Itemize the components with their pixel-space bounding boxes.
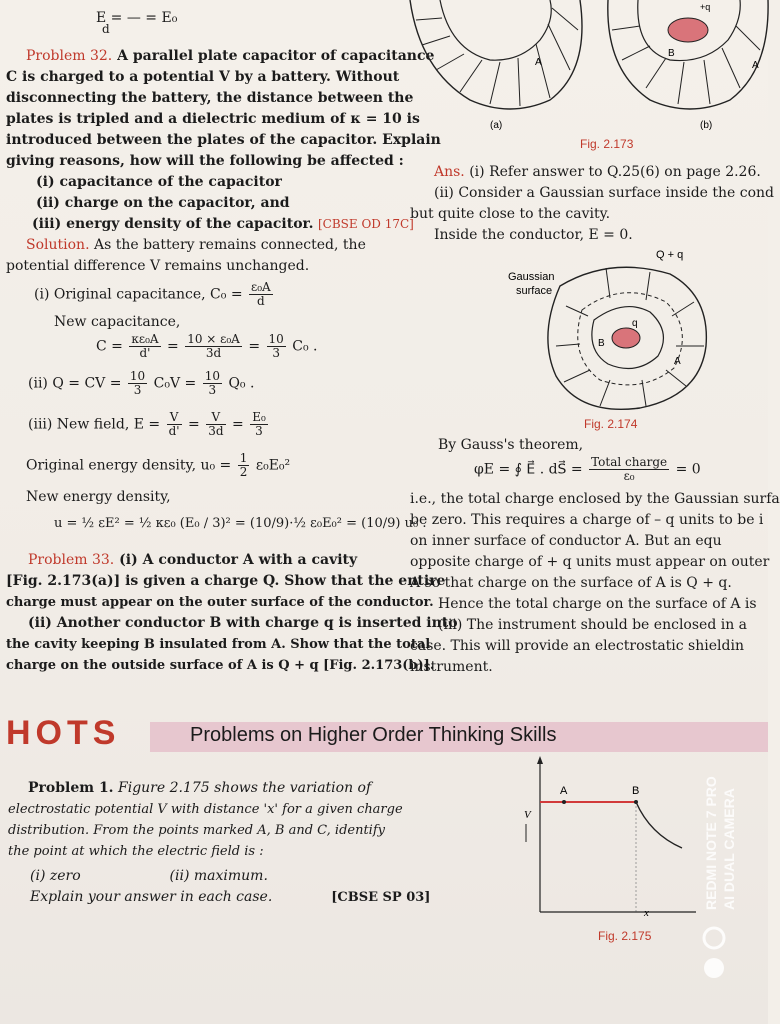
orig-energy-tail: ε₀E₀² bbox=[255, 457, 291, 474]
figure-2-173 bbox=[410, 0, 768, 150]
orig-energy-fn: 1 bbox=[239, 451, 248, 465]
q-label: (ii) Q = CV = bbox=[28, 375, 122, 392]
q-f2d: 3 bbox=[208, 383, 217, 397]
field-label: (iii) New field, E = bbox=[28, 416, 161, 433]
fig175-label-x: x bbox=[644, 907, 649, 919]
gauss-eq-lhs: φE = ∮ E⃗ . dS⃗ = bbox=[474, 461, 583, 478]
p32-line3: disconnecting the battery, the distance between the bbox=[6, 90, 414, 106]
new-cap-frac2 bbox=[185, 333, 242, 360]
fig173-a-hatch bbox=[416, 8, 578, 106]
figure-2-175 bbox=[510, 752, 700, 952]
p1-line5 bbox=[8, 887, 431, 908]
gauss-p8: case. This will provide an electrostatic shieldin bbox=[410, 638, 744, 654]
watermark-line2: AI DUAL CAMERA bbox=[721, 788, 737, 910]
sol-text1: As the battery remains connected, the bbox=[93, 237, 366, 253]
new-cap-lhs: C = bbox=[96, 338, 123, 355]
p1-line2: electrostatic potential V with distance 'x' for a given charge bbox=[8, 802, 403, 817]
camera-watermark bbox=[700, 720, 760, 1010]
p33-line3: charge must appear on the outer surface of the conductor. bbox=[6, 595, 434, 610]
p32-line1 bbox=[6, 46, 435, 67]
gauss-line1: By Gauss's theorem, bbox=[438, 437, 584, 453]
q-f1n: 10 bbox=[129, 369, 146, 383]
gauss-eq-frac bbox=[589, 456, 669, 483]
p32-label: Problem 32. bbox=[26, 48, 113, 64]
orig-cap-frac bbox=[249, 281, 273, 308]
q-tail: Q₀ . bbox=[228, 375, 255, 392]
field-frac2 bbox=[206, 411, 225, 438]
gauss-p1: i.e., the total charge enclosed by the Gaussian surfa bbox=[410, 491, 780, 507]
ans-label: Ans. bbox=[434, 164, 465, 180]
p33-label: Problem 33. bbox=[28, 552, 115, 568]
fig174-label-b: B bbox=[598, 338, 605, 349]
new-cap-label: New capacitance, bbox=[54, 314, 181, 330]
fig173-conductor-b bbox=[668, 18, 708, 42]
problem-32 bbox=[6, 46, 441, 235]
p33-line1 bbox=[6, 550, 404, 571]
ans-line2: (ii) Consider a Gaussian surface inside the cond bbox=[434, 185, 775, 201]
fig175-curve bbox=[636, 802, 682, 848]
ans-line1 bbox=[410, 162, 768, 183]
fig174-label-a: A bbox=[674, 356, 681, 367]
sol-line1 bbox=[6, 235, 404, 256]
ans-line3: but quite close to the cavity. bbox=[410, 206, 611, 222]
q-frac1 bbox=[128, 370, 147, 397]
orig-capacitance bbox=[6, 281, 404, 308]
new-cap-f1d: d' bbox=[139, 346, 151, 360]
new-cap-tail: C₀ . bbox=[292, 338, 318, 355]
orig-cap-label: (i) Original capacitance, C₀ = bbox=[34, 286, 243, 303]
new-cap-frac3 bbox=[267, 333, 286, 360]
gauss-equation bbox=[410, 456, 768, 483]
watermark-ring-icon bbox=[704, 928, 724, 948]
new-cap-f1n: κε₀A bbox=[131, 332, 159, 346]
p32-text1: A parallel plate capacitor of capacitance bbox=[117, 48, 435, 64]
field-f1n: V bbox=[167, 411, 182, 425]
fig173-sub-a: (a) bbox=[490, 120, 503, 131]
sol-line2: potential difference V remains unchanged. bbox=[6, 258, 310, 274]
gauss-p9: instrument. bbox=[410, 659, 493, 675]
gauss-p6: Hence the total charge on the surface of A is bbox=[438, 596, 757, 612]
p32-ref: [CBSE OD 17C] bbox=[317, 217, 414, 231]
p1-line5-text: Explain your answer in each case. bbox=[30, 889, 273, 905]
field-eq1: = bbox=[188, 416, 200, 433]
sol-label: Solution. bbox=[26, 237, 90, 253]
p32-item-ii: (ii) charge on the capacitor, and bbox=[36, 195, 290, 211]
p32-line5: introduced between the plates of the capacitor. Explain bbox=[6, 132, 441, 148]
ans-line4: Inside the conductor, E = 0. bbox=[434, 227, 633, 243]
p1-items bbox=[8, 866, 408, 887]
hots-title: Problems on Higher Order Thinking Skills bbox=[190, 724, 557, 746]
charge-equation bbox=[6, 370, 404, 397]
ans-text1: (i) Refer answer to Q.25(6) on page 2.26. bbox=[469, 164, 761, 180]
orig-energy-label: Original energy density, u₀ = bbox=[26, 457, 232, 474]
right-column bbox=[410, 0, 780, 678]
gauss-p5: A so that charge on the surface of A is Q + q. bbox=[410, 575, 732, 591]
watermark-line1: REDMI NOTE 7 PRO bbox=[703, 776, 719, 910]
fig174-conductor-b bbox=[612, 328, 640, 348]
fig173-label-q: +q bbox=[700, 2, 711, 12]
orig-cap-num: ε₀A bbox=[251, 280, 271, 294]
fig173-label-a: A bbox=[535, 57, 542, 68]
new-cap-f2n: 10 × ε₀A bbox=[187, 332, 240, 346]
p32-line2: C is charged to a potential V by a battery. Without bbox=[6, 69, 400, 85]
fig173-label-a2: A bbox=[752, 60, 759, 71]
problem-1 bbox=[8, 778, 431, 908]
gauss-p7: (iii) The instrument should be enclosed in a bbox=[438, 617, 748, 633]
p33-line2: [Fig. 2.173(a)] is given a charge Q. Show that the entire bbox=[6, 573, 446, 589]
watermark-dot-icon bbox=[704, 958, 724, 978]
fig173-a bbox=[410, 0, 582, 131]
p32-line4: plates is tripled and a dielectric medium of κ = 10 is bbox=[6, 111, 420, 127]
field-frac3 bbox=[250, 411, 268, 438]
gauss-section bbox=[410, 435, 780, 678]
gauss-p3: on inner surface of conductor A. But an equ bbox=[410, 533, 722, 549]
gauss-eq-tail: = 0 bbox=[675, 461, 701, 478]
new-cap-frac1 bbox=[129, 333, 160, 360]
new-cap-f3n: 10 bbox=[268, 332, 284, 346]
hots-logo: HOTS bbox=[6, 714, 121, 752]
orig-cap-den: d bbox=[257, 294, 265, 308]
top-equation-text: E = — = E₀ bbox=[96, 10, 178, 26]
field-f3n: E₀ bbox=[252, 410, 266, 424]
solution-32 bbox=[6, 235, 427, 536]
fig175-y-arrow bbox=[537, 756, 543, 764]
fig174-label-q: q bbox=[632, 318, 638, 329]
fig174-caption: Fig. 2.174 bbox=[584, 417, 638, 431]
p32-item-iii-text: (iii) energy density of the capacitor. bbox=[32, 216, 314, 232]
fig174-label-qq: Q + q bbox=[656, 249, 684, 261]
field-frac1 bbox=[167, 411, 182, 438]
fig174-label-surface: surface bbox=[516, 285, 553, 297]
p1-line3: distribution. From the points marked A, B and C, identify bbox=[8, 823, 385, 838]
p1-line1 bbox=[8, 778, 408, 799]
orig-energy-frac bbox=[238, 452, 250, 479]
top-equation-denominator: d bbox=[102, 22, 110, 36]
field-eq2: = bbox=[232, 416, 244, 433]
gauss-p4: opposite charge of + q units must appear on outer bbox=[410, 554, 770, 570]
orig-energy-density bbox=[6, 452, 404, 479]
fig173-b bbox=[608, 0, 768, 131]
p32-item-iii bbox=[6, 214, 414, 235]
p1-ref: [CBSE SP 03] bbox=[331, 890, 431, 905]
q-f2n: 10 bbox=[204, 369, 220, 383]
new-cap-eq1: = bbox=[167, 338, 179, 355]
gauss-p2: be zero. This requires a charge of – q units to be i bbox=[410, 512, 764, 528]
fig175-point-a bbox=[562, 800, 566, 804]
watermark-graphic bbox=[700, 720, 760, 1010]
fig173-a-inner bbox=[440, 0, 551, 60]
fig174-label-gauss: Gaussian bbox=[508, 271, 555, 283]
fig173-b-outer bbox=[608, 0, 768, 109]
new-cap-f2d: 3d bbox=[205, 346, 222, 360]
p33-line5: the cavity keeping B insulated from A. Show that the total bbox=[6, 637, 431, 652]
new-energy-equation: u = ½ εE² = ½ κε₀ (E₀ / 3)² = (10/9)·½ ε₀E₀² = (10/9) u₀ . bbox=[54, 516, 427, 531]
field-equation bbox=[6, 411, 404, 438]
fig175-label-b: B bbox=[632, 785, 640, 797]
p1-text1: Figure 2.175 shows the variation of bbox=[118, 780, 372, 796]
gauss-eq-num: Total charge bbox=[591, 455, 668, 469]
fig173-a-outer bbox=[410, 0, 582, 109]
p32-line6: giving reasons, how will the following be affected : bbox=[6, 153, 404, 169]
new-cap-eq2: = bbox=[248, 338, 261, 355]
gauss-eq-den: ε₀ bbox=[623, 469, 635, 483]
fig173-sub-b: (b) bbox=[700, 120, 713, 131]
p1-line4: the point at which the electric field is : bbox=[8, 844, 264, 859]
field-f1d: d' bbox=[168, 424, 180, 438]
answer-33 bbox=[410, 162, 775, 246]
q-frac2 bbox=[203, 370, 222, 397]
fig173-caption: Fig. 2.173 bbox=[580, 137, 634, 151]
new-energy-label: New energy density, bbox=[26, 489, 171, 505]
new-cap-f3d: 3 bbox=[272, 346, 280, 360]
fig173-label-b: B bbox=[668, 48, 675, 59]
p1-label: Problem 1. bbox=[28, 780, 114, 796]
fig175-point-b bbox=[634, 800, 638, 804]
orig-energy-fd: 2 bbox=[239, 465, 248, 479]
p33-line4: (ii) Another conductor B with charge q is inserted into bbox=[28, 615, 458, 631]
fig175-label-v: V bbox=[524, 809, 531, 821]
new-capacitance bbox=[6, 333, 404, 360]
p33-line6: charge on the outside surface of A is Q + q [Fig. 2.173(b)]. bbox=[6, 658, 435, 673]
field-f2d: 3d bbox=[208, 424, 224, 438]
fig175-caption: Fig. 2.175 bbox=[598, 929, 652, 943]
q-f1d: 3 bbox=[133, 383, 142, 397]
field-f2n: V bbox=[206, 411, 225, 425]
fig175-label-a: A bbox=[560, 785, 568, 797]
field-f3d: 3 bbox=[255, 424, 263, 438]
q-mid: C₀V = bbox=[153, 375, 197, 392]
p33-text1: (i) A conductor A with a cavity bbox=[119, 552, 358, 568]
p1-item-i: (i) zero bbox=[30, 868, 81, 884]
p32-item-i: (i) capacitance of the capacitor bbox=[36, 174, 282, 190]
figure-2-174 bbox=[410, 246, 768, 431]
p1-item-ii: (ii) maximum. bbox=[169, 868, 268, 884]
